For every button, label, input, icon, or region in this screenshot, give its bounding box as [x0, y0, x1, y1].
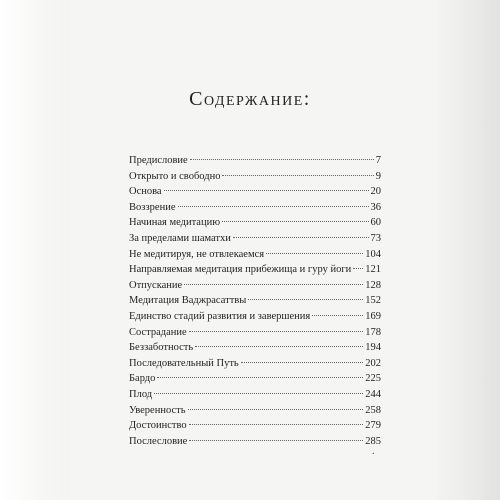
toc-dot-leader: [248, 299, 363, 300]
toc-entry-page-number: 60: [370, 217, 381, 229]
toc-dot-leader: [222, 175, 373, 176]
toc-dot-leader: [189, 440, 363, 441]
toc-entry-title: Не медитируя, не отвлекаемся: [129, 248, 265, 260]
toc-dot-leader: [353, 268, 363, 269]
toc-dot-leader: [154, 393, 363, 394]
toc-entry-page-number: 104: [365, 248, 381, 260]
toc-entry-page-number: 36: [370, 201, 381, 213]
toc-entry-page-number: 194: [365, 342, 381, 354]
toc-entry-title: Отпускание: [129, 279, 183, 291]
toc-entry: [129, 200, 381, 216]
toc-entry: [129, 215, 381, 231]
toc-dot-leader: [233, 237, 369, 238]
toc-entry: [129, 293, 381, 309]
toc-entry: [129, 325, 381, 341]
toc-entry: [129, 356, 381, 372]
toc-dot-leader: [189, 331, 364, 332]
end-mark: .: [372, 446, 375, 457]
toc-dot-leader: [241, 362, 364, 363]
toc-entry-title: Основа: [129, 186, 162, 198]
toc-entry-title: За пределами шаматхи: [129, 232, 231, 244]
toc-entry-page-number: 152: [365, 295, 381, 307]
toc-entry-title: Плод: [129, 388, 153, 400]
toc-entry-page-number: 128: [365, 279, 381, 291]
toc-entry-title: Бардо: [129, 373, 156, 385]
toc-dot-leader: [188, 409, 364, 410]
toc-entry-title: Уверенность: [129, 404, 186, 416]
toc-dot-leader: [266, 253, 363, 254]
toc-entry-title: Последовательный Путь: [129, 357, 239, 369]
toc-entry: [129, 184, 381, 200]
toc-entry-title: Воззрение: [129, 201, 176, 213]
toc-entry: [129, 434, 381, 450]
toc-entry-page-number: 225: [365, 373, 381, 385]
toc-entry: [129, 247, 381, 263]
toc-entry: [129, 340, 381, 356]
toc-entry-title: Направляемая медитация прибежища и гуру йоги: [129, 264, 352, 276]
toc-dot-leader: [157, 377, 363, 378]
toc-entry-title: Беззаботность: [129, 342, 194, 354]
toc-entry-page-number: 244: [365, 388, 381, 400]
page-right-gutter-shade: [438, 0, 500, 500]
toc-entry: [129, 371, 381, 387]
toc-entry-title: Медитация Ваджрасаттвы: [129, 295, 247, 307]
toc-entry: [129, 153, 381, 169]
page-left-margin-shade: [0, 0, 70, 500]
toc-entry-title: Открыто и свободно: [129, 170, 221, 182]
toc-entry-page-number: 169: [365, 310, 381, 322]
toc-entry: [129, 278, 381, 294]
toc-entry-title: Начиная медитацию: [129, 217, 221, 229]
toc-entry-title: Послесловие: [129, 435, 188, 447]
page-title: Содержание:: [189, 88, 311, 110]
toc-entry-title: Достоинство: [129, 420, 187, 432]
toc-dot-leader: [189, 424, 364, 425]
toc-dot-leader: [190, 159, 374, 160]
toc-dot-leader: [178, 206, 369, 207]
toc-entry-title: Сострадание: [129, 326, 187, 338]
toc-dot-leader: [164, 190, 369, 191]
toc-entry: [129, 403, 381, 419]
toc-entry-title: Предисловие: [129, 155, 188, 166]
toc-entry: [129, 309, 381, 325]
toc-entry-page-number: 258: [365, 404, 381, 416]
toc-entry: [129, 418, 381, 434]
toc-entry: [129, 231, 381, 247]
table-of-contents: [129, 153, 381, 449]
toc-entry-page-number: 121: [365, 264, 381, 276]
toc-entry-title: Единство стадий развития и завершения: [129, 310, 311, 322]
toc-entry: [129, 387, 381, 403]
toc-dot-leader: [184, 284, 363, 285]
toc-dot-leader: [312, 315, 363, 316]
toc-entry-page-number: 285: [365, 435, 381, 447]
toc-dot-leader: [195, 346, 363, 347]
toc-entry-page-number: 202: [365, 357, 381, 369]
toc-entry: [129, 262, 381, 278]
toc-entry-page-number: 73: [370, 232, 381, 244]
toc-entry-page-number: 178: [365, 326, 381, 338]
toc-entry: [129, 169, 381, 185]
toc-entry-page-number: 9: [375, 170, 381, 182]
toc-entry-page-number: 279: [365, 420, 381, 432]
toc-entry-page-number: 7: [375, 155, 381, 166]
toc-dot-leader: [222, 221, 368, 222]
toc-entry-page-number: 20: [370, 186, 381, 198]
